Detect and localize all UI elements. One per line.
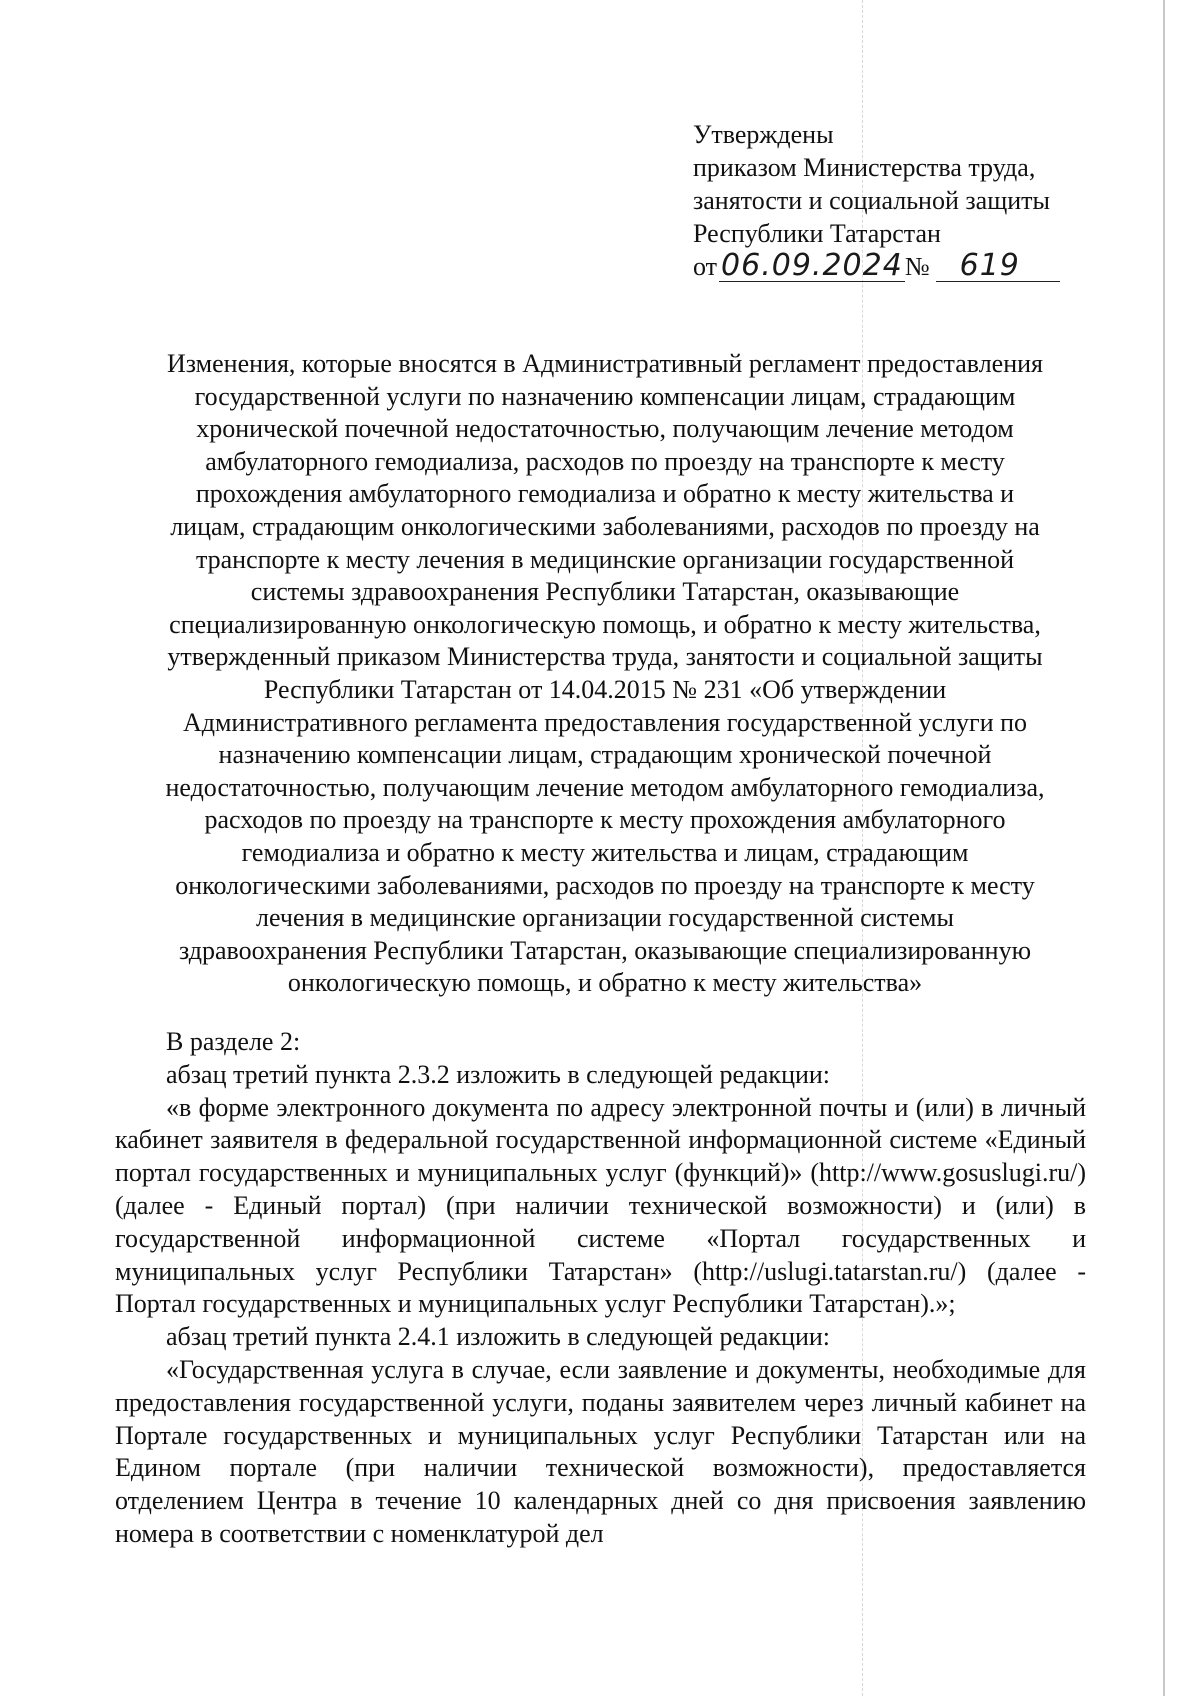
approval-line-2: приказом Министерства труда, bbox=[693, 153, 1036, 182]
approval-date-line bbox=[693, 250, 1113, 283]
title-line: онкологическими заболеваниями, расходов по проезду на транспорте к месту bbox=[175, 870, 1035, 900]
title-line: специализированную онкологическую помощь, и обратно к месту жительства, bbox=[169, 609, 1041, 639]
section-intro: В разделе 2: bbox=[166, 1027, 301, 1056]
document-body bbox=[115, 1026, 1086, 1551]
approval-stamp-block bbox=[693, 118, 1113, 283]
item1-intro: абзац третий пункта 2.3.2 изложить в следующей редакции: bbox=[166, 1059, 831, 1089]
title-line: прохождения амбулаторного гемодиализа и обратно к месту жительства и bbox=[195, 479, 1015, 509]
number-label: № bbox=[904, 252, 930, 281]
title-line: назначению компенсации лицам, страдающим хронической почечной bbox=[218, 740, 992, 770]
scan-edge-line bbox=[1163, 0, 1165, 1696]
title-line: лицам, страдающим онкологическими заболеваниями, расходов по проезду на bbox=[170, 511, 1040, 541]
item2-intro: абзац третий пункта 2.4.1 изложить в следующей редакции: bbox=[166, 1322, 831, 1352]
title-line: транспорте к месту лечения в медицинские организации государственной bbox=[195, 544, 1015, 574]
title-line: гемодиализа и обратно к месту жительства и лицам, страдающим bbox=[241, 837, 969, 867]
document-title bbox=[115, 348, 1095, 1000]
title-line: системы здравоохранения Республики Татарстан, оказывающие bbox=[250, 577, 960, 607]
title-line: утвержденный приказом Министерства труда, занятости и социальной защиты bbox=[167, 642, 1043, 672]
title-line: лечения в медицинские организации государственной системы bbox=[256, 903, 954, 933]
title-line: хронической почечной недостаточностью, получающим лечение методом bbox=[196, 414, 1014, 444]
title-line: Изменения, которые вносятся в Административный регламент предоставления bbox=[167, 349, 1043, 378]
handwritten-number: 619 bbox=[936, 251, 1060, 282]
title-line: амбулаторного гемодиализа, расходов по проезду на транспорте к месту bbox=[205, 446, 1005, 476]
from-label: от bbox=[693, 252, 718, 281]
approval-line-3: занятости и социальной защиты bbox=[693, 186, 1050, 215]
item1-text: «в форме электронного документа по адресу электронной почты и (или) в личный кабинет заявителя в федеральной государственной информационной системе «Единый портал государственных и муниципальных услуг (функций)» (http://www.gosuslugi.ru/) (далее - Единый портал) (при наличии технической возможности) и (или) в государственной информационной системе «Портал государственных и муниципальных услуг Республики Татарстан» (http://uslugi.tatarstan.ru/) (далее - Портал государственных и муниципальных услуг Республики Татарстан).»; bbox=[115, 1092, 1086, 1319]
title-line: расходов по проезду на транспорте к месту прохождения амбулаторного bbox=[204, 805, 1006, 835]
item2-text: «Государственная услуга в случае, если заявление и документы, необходимые для предоставления государственной услуги, поданы заявителем через личный кабинет на Портале государственных и муниципальных услуг Республики Татарстан или на Едином портале (при наличии технической возможности), предоставляется отделением Центра в течение 10 календарных дней со дня присвоения заявлению номера в соответствии с номенклатурой дел bbox=[115, 1354, 1086, 1548]
title-line: Административного регламента предоставления государственной услуги по bbox=[182, 707, 1028, 737]
approval-line-4: Республики Татарстан bbox=[693, 219, 941, 248]
title-line: государственной услуги по назначению компенсации лицам, страдающим bbox=[194, 381, 1016, 411]
title-line: онкологическую помощь, и обратно к месту жительства» bbox=[287, 968, 923, 998]
title-line: здравоохранения Республики Татарстан, оказывающие специализированную bbox=[178, 935, 1031, 965]
handwritten-date: 06.09.2024 bbox=[721, 248, 903, 283]
title-line: Республики Татарстан от 14.04.2015 № 231 «Об утверждении bbox=[263, 674, 947, 704]
approval-line-1: Утверждены bbox=[693, 120, 834, 149]
title-line: недостаточностью, получающим лечение методом амбулаторного гемодиализа, bbox=[165, 772, 1045, 802]
